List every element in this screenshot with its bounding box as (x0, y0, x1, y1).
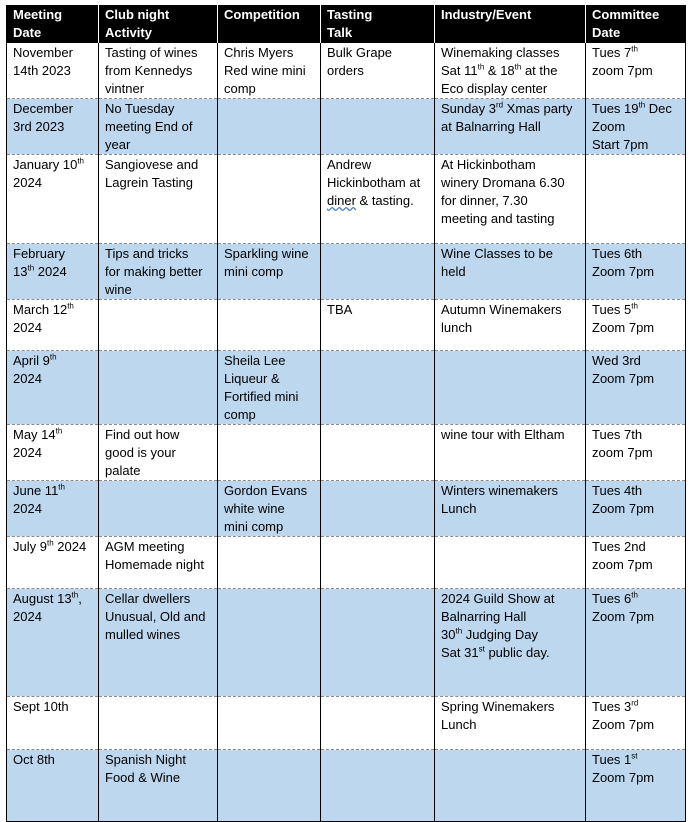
cell-date: June 11th 2024 (7, 481, 99, 537)
cell-activity: Cellar dwellers Unusual, Old and mulled wines (99, 589, 218, 697)
cell-committee: Wed 3rd Zoom 7pm (586, 351, 686, 425)
cell-committee: Tues 3rd Zoom 7pm (586, 697, 686, 750)
header-industry-event: Industry/Event (435, 5, 586, 43)
cell-competition: Gordon Evans white wine mini comp (218, 481, 321, 537)
cell-activity (99, 481, 218, 537)
cell-talk: Bulk Grape orders (321, 43, 435, 99)
cell-date: March 12th 2024 (7, 300, 99, 351)
cell-event: Winemaking classes Sat 11th & 18th at the Eco display center (435, 43, 586, 99)
cell-committee: Tues 4th Zoom 7pm (586, 481, 686, 537)
cell-date: April 9th 2024 (7, 351, 99, 425)
cell-committee: Tues 19th Dec Zoom Start 7pm (586, 99, 686, 155)
header-competition: Competition (218, 5, 321, 43)
header-club-night-activity: Club night Activity (99, 5, 218, 43)
cell-date: May 14th 2024 (7, 425, 99, 481)
table-row (7, 351, 686, 425)
cell-competition (218, 99, 321, 155)
cell-talk (321, 697, 435, 750)
cell-talk (321, 99, 435, 155)
cell-committee: Tues 6th Zoom 7pm (586, 244, 686, 300)
cell-competition (218, 697, 321, 750)
cell-event (435, 351, 586, 425)
cell-activity (99, 351, 218, 425)
cell-competition (218, 425, 321, 481)
cell-competition (218, 155, 321, 244)
cell-event: wine tour with Eltham (435, 425, 586, 481)
table-row (7, 155, 686, 244)
cell-committee: Tues 1st Zoom 7pm (586, 750, 686, 822)
table-row (7, 750, 686, 822)
cell-date: Sept 10th (7, 697, 99, 750)
table-row (7, 99, 686, 155)
cell-activity: Tasting of wines from Kennedys vintner (99, 43, 218, 99)
table-row (7, 589, 686, 697)
cell-event: Sunday 3rd Xmas party at Balnarring Hall (435, 99, 586, 155)
table-row (7, 244, 686, 300)
cell-activity: Sangiovese and Lagrein Tasting (99, 155, 218, 244)
cell-competition: Sparkling wine mini comp (218, 244, 321, 300)
cell-date: Oct 8th (7, 750, 99, 822)
cell-talk (321, 750, 435, 822)
cell-date: December 3rd 2023 (7, 99, 99, 155)
cell-event: Wine Classes to be held (435, 244, 586, 300)
cell-talk (321, 351, 435, 425)
cell-event: Autumn Winemakers lunch (435, 300, 586, 351)
cell-competition (218, 300, 321, 351)
cell-date: July 9th 2024 (7, 537, 99, 589)
cell-activity: Spanish Night Food & Wine (99, 750, 218, 822)
cell-event: Winters winemakers Lunch (435, 481, 586, 537)
cell-event: At Hickinbotham winery Dromana 6.30 for dinner, 7.30 meeting and tasting (435, 155, 586, 244)
cell-activity: AGM meeting Homemade night (99, 537, 218, 589)
cell-competition: Chris Myers Red wine mini comp (218, 43, 321, 99)
cell-talk (321, 244, 435, 300)
cell-committee: Tues 2nd zoom 7pm (586, 537, 686, 589)
cell-talk: TBA (321, 300, 435, 351)
table-row (7, 43, 686, 99)
cell-date: August 13th, 2024 (7, 589, 99, 697)
cell-competition: Sheila Lee Liqueur & Fortified mini comp (218, 351, 321, 425)
cell-talk: Andrew Hickinbotham at diner & tasting. (321, 155, 435, 244)
cell-talk (321, 481, 435, 537)
cell-event: 2024 Guild Show at Balnarring Hall 30th Judging Day Sat 31st public day. (435, 589, 586, 697)
cell-event (435, 537, 586, 589)
cell-committee: Tues 7th zoom 7pm (586, 43, 686, 99)
cell-activity: No Tuesday meeting End of year (99, 99, 218, 155)
cell-committee (586, 155, 686, 244)
cell-activity: Tips and tricks for making better wine (99, 244, 218, 300)
cell-event (435, 750, 586, 822)
cell-date: November 14th 2023 (7, 43, 99, 99)
schedule-table (6, 5, 686, 822)
header-tasting-talk: Tasting Talk (321, 5, 435, 43)
cell-activity (99, 697, 218, 750)
header-row (7, 5, 686, 43)
table-row (7, 537, 686, 589)
cell-committee: Tues 6th Zoom 7pm (586, 589, 686, 697)
cell-activity (99, 300, 218, 351)
cell-competition (218, 589, 321, 697)
cell-talk (321, 425, 435, 481)
cell-competition (218, 750, 321, 822)
cell-activity: Find out how good is your palate (99, 425, 218, 481)
header-committee-date: Committee Date (586, 5, 686, 43)
cell-date: January 10th 2024 (7, 155, 99, 244)
table-row (7, 481, 686, 537)
table-row (7, 300, 686, 351)
cell-competition (218, 537, 321, 589)
table-row (7, 425, 686, 481)
cell-committee: Tues 7th zoom 7pm (586, 425, 686, 481)
cell-committee: Tues 5th Zoom 7pm (586, 300, 686, 351)
cell-event: Spring Winemakers Lunch (435, 697, 586, 750)
header-meeting-date: Meeting Date (7, 5, 99, 43)
cell-talk (321, 589, 435, 697)
table-row (7, 697, 686, 750)
cell-talk (321, 537, 435, 589)
cell-date: February 13th 2024 (7, 244, 99, 300)
